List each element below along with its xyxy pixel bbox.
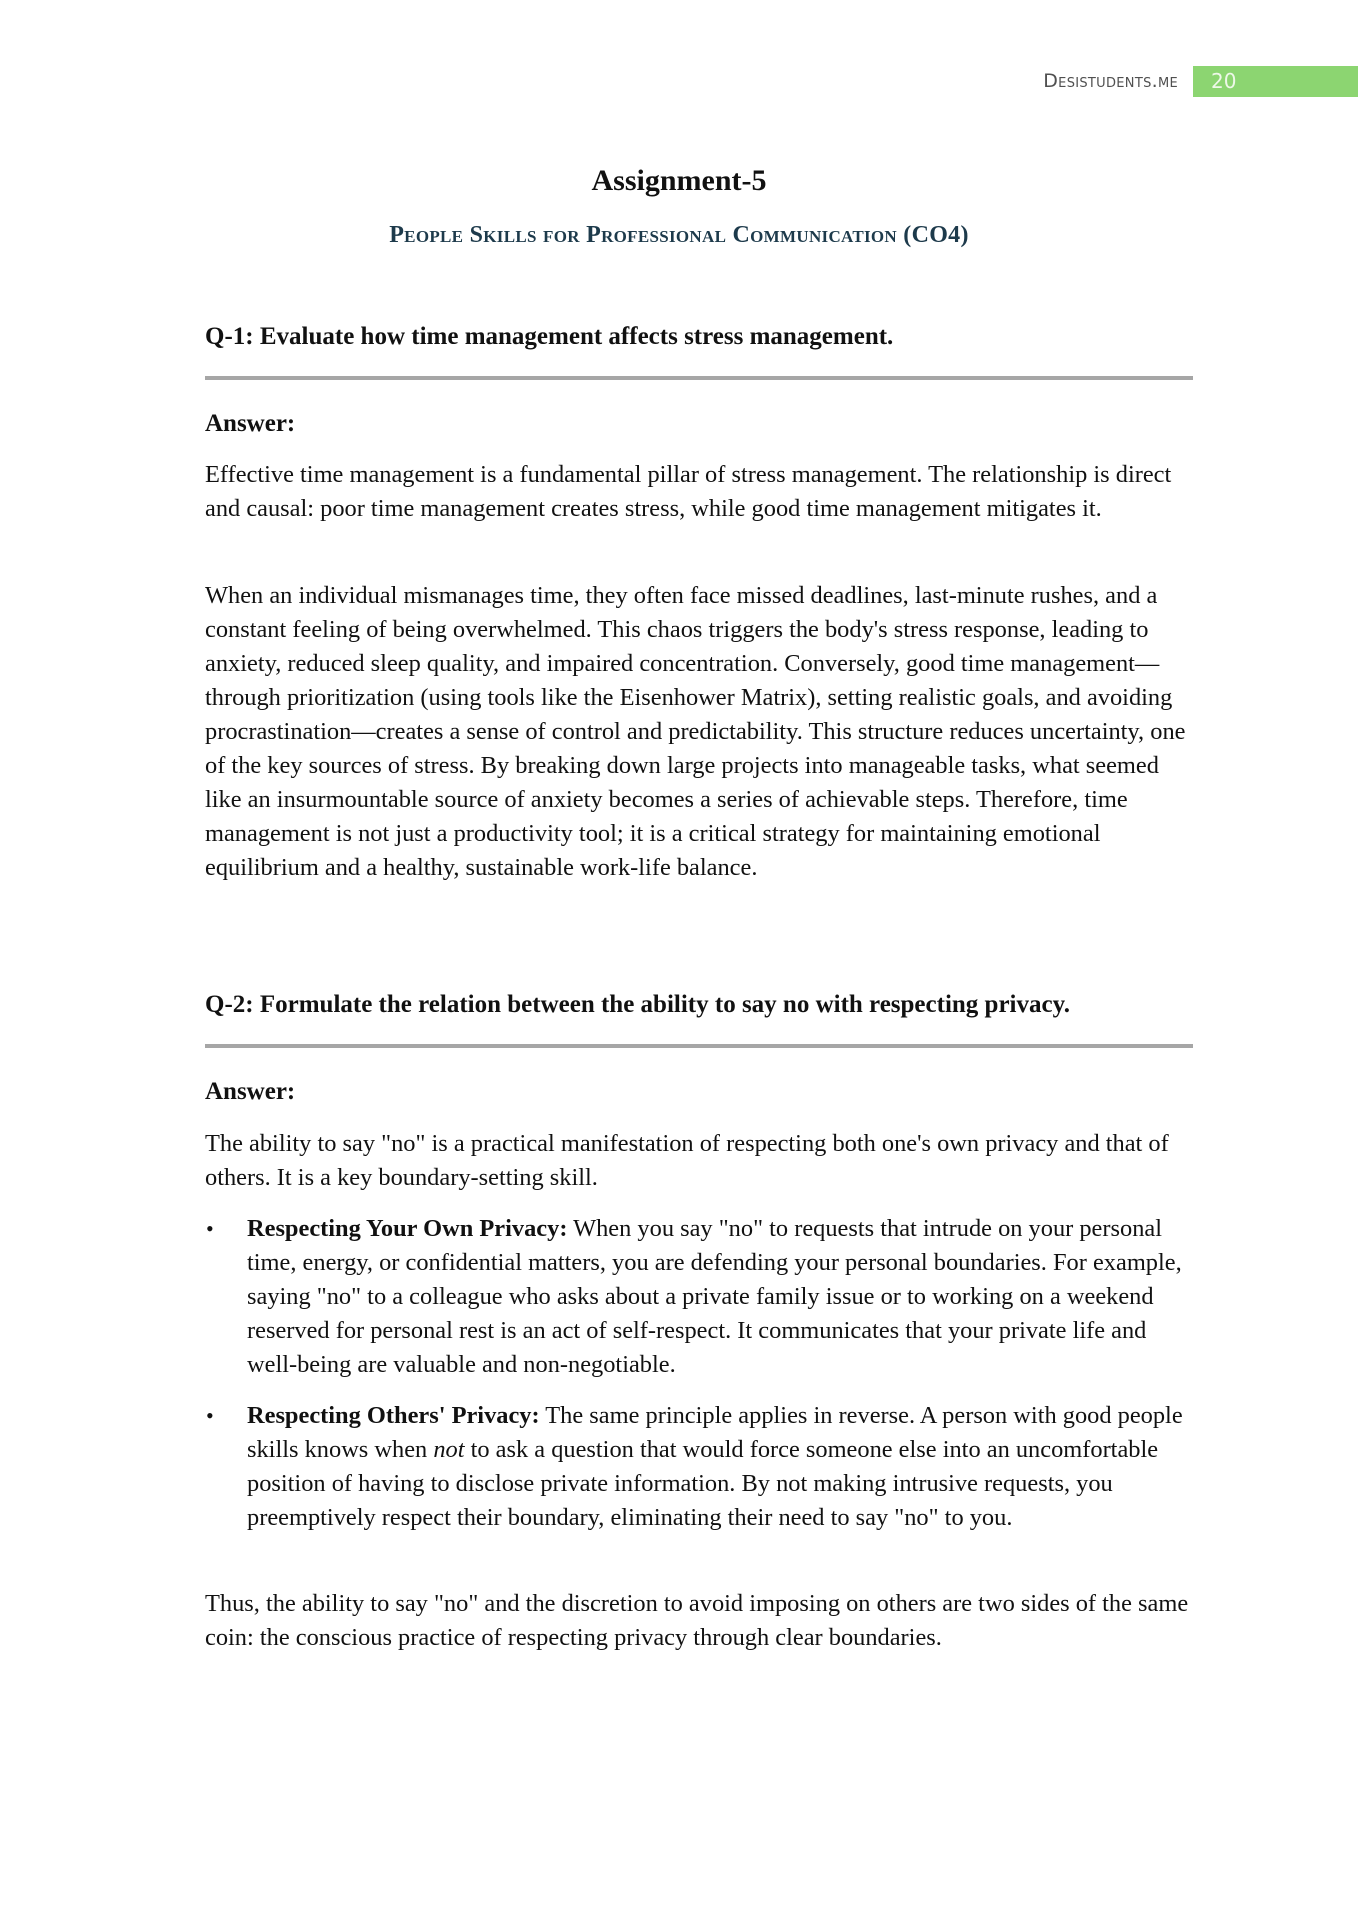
question-1-divider <box>205 376 1193 380</box>
answer-2-label-block <box>205 1077 1193 1107</box>
answer-1-paragraph-1: Effective time management is a fundamental pillar of stress management. The relationship is direct and causal: poor time management creates stress, while good time management mitigates it. <box>205 461 1172 522</box>
page-number: 20 <box>1211 69 1237 93</box>
bullet-title: Respecting Your Own Privacy: <box>247 1215 568 1242</box>
answer-1-label-block <box>205 409 1193 439</box>
answer-2-bullet-list-block <box>205 1212 1193 1535</box>
bullet-text-before: The same principle applies in reverse. A person with good people skills knows when <box>247 1402 1183 1463</box>
answer-2-conclusion-block <box>205 1587 1193 1655</box>
bullet-emphasis: not <box>433 1436 465 1463</box>
answer-1-paragraph-1-block <box>205 458 1193 526</box>
bullet-text: When you say "no" to requests that intrude on your personal time, energy, or confidential matters, you are defending your personal boundaries. For example, saying "no" to a colleague who asks about a private family issue or to working on a weekend reserved for personal rest is an act of self-respect. It communicates that your private life and well-being are valuable and non-negotiable. <box>247 1215 1182 1378</box>
question-2 <box>205 990 1193 1020</box>
answer-2-intro: The ability to say "no" is a practical manifestation of respecting both one's own privacy and that of others. It is a key boundary-setting skill. <box>205 1130 1169 1191</box>
bullet-item <box>205 1399 1193 1535</box>
bullet-icon: • <box>206 1216 214 1241</box>
answer-2-bullet-list <box>205 1212 1193 1535</box>
document-title: Assignment-5 <box>591 164 767 197</box>
question-1 <box>205 322 1193 352</box>
answer-1-paragraph-2: When an individual mismanages time, they often face missed deadlines, last-minute rushes, and a constant feeling of being overwhelmed. This chaos triggers the body's stress response, leading to anxiety, reduced sleep quality, and impaired concentration. Conversely, good time management—through prioritization (using tools like the Eisenhower Matrix), setting realistic goals, and avoiding procrastination—creates a sense of control and predictability. This structure reduces uncertainty, one of the key sources of stress. By breaking down large projects into manageable tasks, what seemed like an insurmountable source of anxiety becomes a series of achievable steps. Therefore, time management is not just a productivity tool; it is a critical strategy for maintaining emotional equilibrium and a healthy, sustainable work-life balance. <box>205 582 1186 881</box>
bullet-title: Respecting Others' Privacy: <box>247 1402 540 1429</box>
answer-1-label: Answer: <box>205 410 296 437</box>
question-2-divider <box>205 1044 1193 1048</box>
document-subtitle: People Skills for Professional Communication (CO4) <box>389 222 969 248</box>
answer-2-conclusion: Thus, the ability to say "no" and the discretion to avoid imposing on others are two sides of the same coin: the conscious practice of respecting privacy through clear boundaries. <box>205 1590 1189 1651</box>
site-name: Desistudents.me <box>1043 70 1178 92</box>
answer-2-intro-block <box>205 1127 1193 1195</box>
answer-1-paragraph-2-block <box>205 579 1193 885</box>
question-1-text: Q-1: Evaluate how time management affects stress management. <box>205 323 894 350</box>
page-header <box>0 66 1358 98</box>
answer-2-label: Answer: <box>205 1078 296 1105</box>
bullet-text-after: to ask a question that would force someone else into an uncomfortable position of having to disclose private information. By not making intrusive requests, you preemptively respect their boundary, eliminating their need to say "no" to you. <box>247 1436 1159 1531</box>
bullet-icon: • <box>206 1403 214 1428</box>
bullet-item <box>205 1212 1193 1382</box>
question-2-text: Q-2: Formulate the relation between the ability to say no with respecting privacy. <box>205 991 1070 1018</box>
page-number-bar <box>1193 66 1358 97</box>
